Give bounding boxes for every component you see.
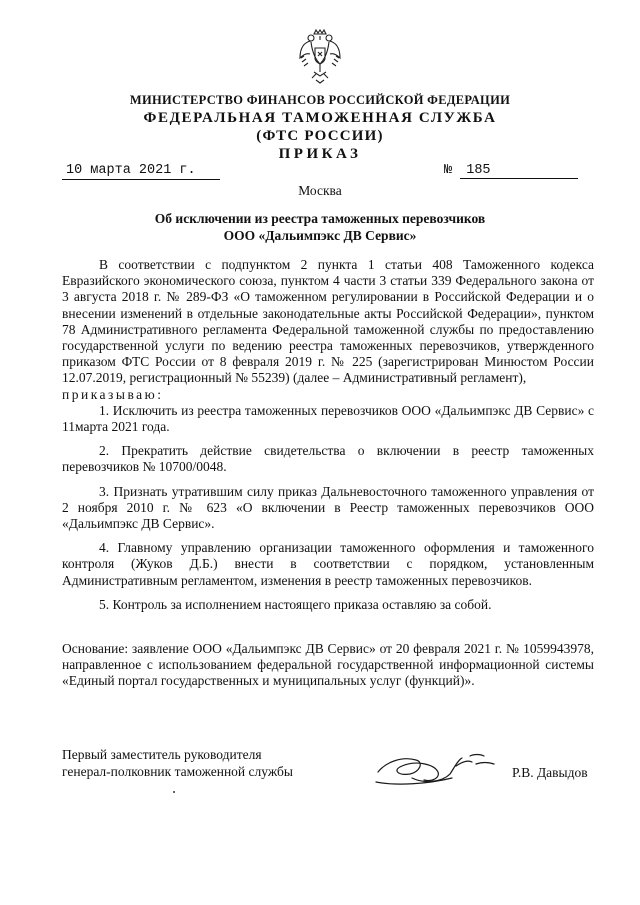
order-item-5: 5. Контроль за исполнением настоящего приказа оставляю за собой. xyxy=(99,596,492,612)
order-number: 185 xyxy=(460,163,578,179)
order-title xyxy=(0,210,640,244)
ministry-name: МИНИСТЕРСТВО ФИНАНСОВ РОССИЙСКОЙ ФЕДЕРАЦИИ xyxy=(129,93,511,107)
signer-position xyxy=(62,747,293,781)
order-item-1: 1. Исключить из реестра таможенных перевозчиков ООО «Дальимпэкс ДВ Сервис» с 11марта 2021 года. xyxy=(62,402,594,435)
order-item-3: 3. Признать утратившим силу приказ Дальневосточного таможенного управления от 2 ноября 2010 г. № 623 «О включении в Реестр таможенных перевозчиков ООО «Дальимпэкс ДВ Сервис». xyxy=(62,483,594,532)
order-item-4: 4. Главному управлению организации таможенного оформления и таможенного контроля (Жуков Д.Б.) внести в соответствии с порядком, установленным Административным регламентом, изменения в реестр таможенных перевозчиков. xyxy=(62,540,594,588)
title-line-1: Об исключении из реестра таможенных перевозчиков xyxy=(154,211,486,226)
document-type: ПРИКАЗ xyxy=(278,146,362,162)
title-line-2: ООО «Дальимпэкс ДВ Сервис» xyxy=(223,228,417,243)
signer-name: Р.В. Давыдов xyxy=(512,765,588,780)
number-sign: № xyxy=(444,163,453,178)
signer-position-line-1: Первый заместитель руководителя xyxy=(62,747,262,762)
order-body xyxy=(62,257,594,613)
prikazyvayu-word: приказываю: xyxy=(62,386,164,402)
preamble: В соответствии с подпунктом 2 пункта 1 статьи 408 Таможенного кодекса Евразийского экономического союза, пунктом 4 части 3 статьи 339 Федерального закона от 3 августа 2018 г. № 289-ФЗ «О таможенном регулировании в Российской Федерации и о внесении изменений в отдельные законодательные акты Российской Федерации», пунктом 78 Административного регламента Федеральной таможенной службы по предоставлению государственной услуги по ведению реестра таможенных перевозчиков, утвержденного приказом ФТС России от 8 февраля 2019 г. № 225 (зарегистрирован Минюстом России 12.07.2019, регистрационный № 55239) (далее – Административный регламент), xyxy=(62,257,594,386)
signer-position-line-2: генерал-полковник таможенной службы xyxy=(62,763,293,779)
order-date: 10 марта 2021 г. xyxy=(62,163,220,180)
city: Москва xyxy=(298,183,342,198)
service-name: ФЕДЕРАЛЬНАЯ ТАМОЖЕННАЯ СЛУЖБА xyxy=(143,110,497,126)
double-headed-eagle-emblem-icon xyxy=(298,28,342,86)
stray-mark xyxy=(173,791,175,793)
basis-paragraph: Основание: заявление ООО «Дальимпэкс ДВ Сервис» от 20 февраля 2021 г. № 1059943978, направленное с использованием федеральной государственной информационной системы «Единый портал государственных и муниципальных услуг (функций)». xyxy=(62,641,594,689)
order-number-field xyxy=(444,163,594,179)
order-item-2: 2. Прекратить действие свидетельства о включении в реестр таможенных перевозчиков № 10700/0048. xyxy=(62,443,594,475)
handwritten-signature xyxy=(372,742,498,792)
service-abbreviation: (ФТС РОССИИ) xyxy=(256,128,384,144)
